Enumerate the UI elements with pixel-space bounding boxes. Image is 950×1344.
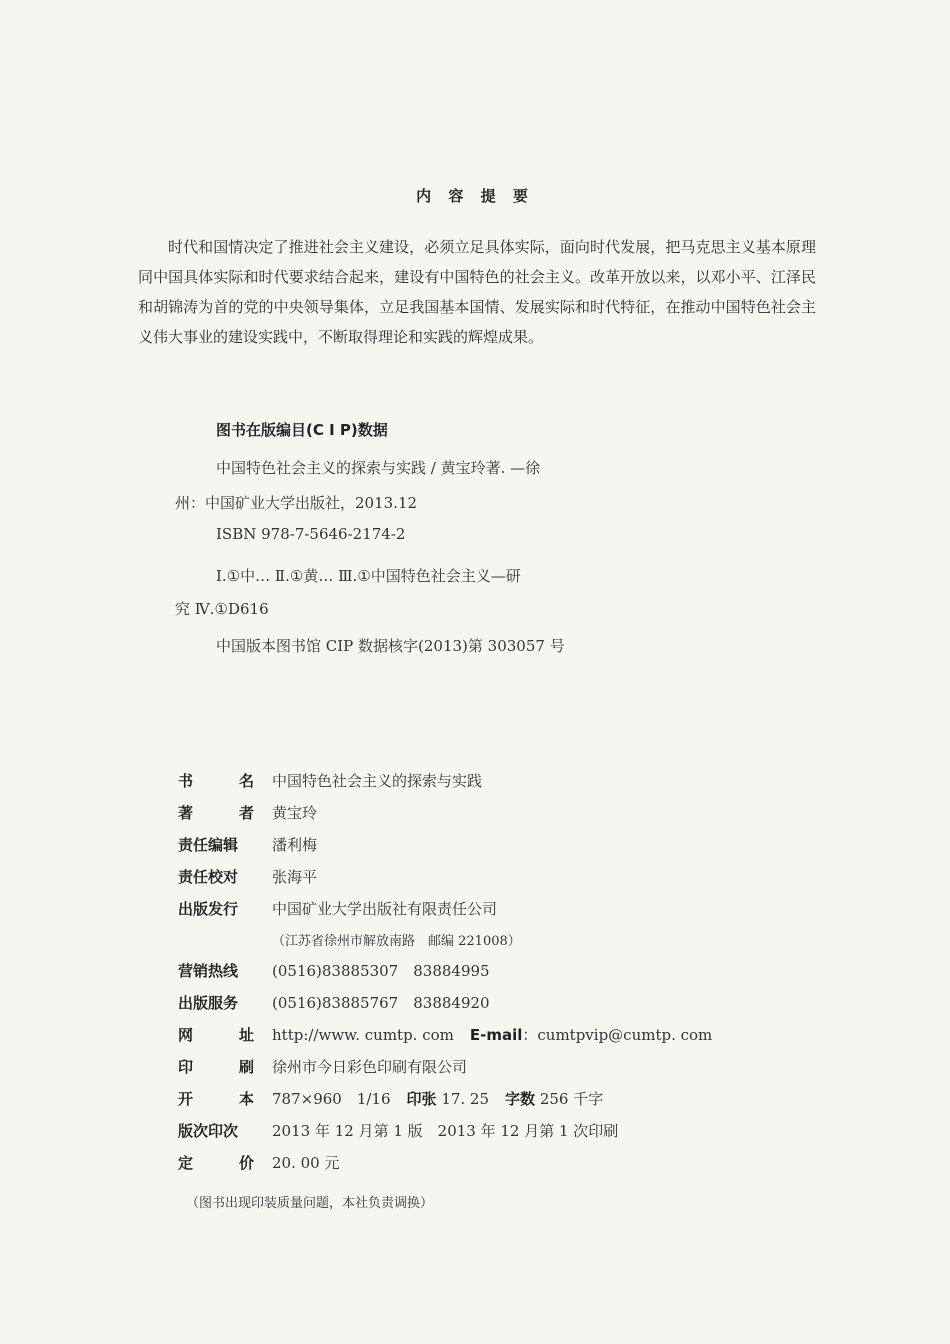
abstract-title: 内 容 提 要 (416, 187, 534, 205)
info-row-editor (178, 828, 712, 860)
info-label: 责任校对 (178, 867, 239, 886)
info-label: 营销热线 (178, 961, 239, 980)
printer-value: 徐州市今日彩色印刷有限公司 (272, 1057, 468, 1076)
info-row-edition (178, 1114, 712, 1146)
cip-classification: Ⅰ.①中… Ⅱ.①黄… Ⅲ.①中国特色社会主义—研 (216, 567, 521, 585)
info-row-author (178, 796, 712, 828)
info-row-publisher (178, 892, 712, 924)
footer-note: （图书出现印装质量问题，本社负责调换） (186, 1196, 434, 1211)
cip-line: 中国特色社会主义的探索与实践 / 黄宝玲著. —徐 (216, 459, 541, 477)
info-label: 网 址 (178, 1025, 254, 1044)
format-value (272, 1088, 603, 1109)
info-label: 开 本 (178, 1089, 254, 1108)
cip-record-number: 中国版本图书馆 CIP 数据核字(2013)第 303057 号 (216, 637, 565, 655)
sheets-value: 17. 25 (441, 1089, 490, 1108)
info-label: 出版服务 (178, 993, 239, 1012)
editor-value: 潘利梅 (272, 835, 318, 854)
info-label: 著 者 (178, 803, 254, 822)
info-row-publish-service (178, 986, 712, 1018)
info-row-website (178, 1018, 712, 1050)
website-url: http://www. cumtp. com (272, 1025, 454, 1044)
info-label: 出版发行 (178, 899, 239, 918)
edition-value: 2013 年 12 月第 1 版 2013 年 12 月第 1 次印刷 (272, 1121, 619, 1140)
website-value (272, 1024, 712, 1045)
abstract-text: 时代和国情决定了推进社会主义建设，必须立足具体实际，面向时代发展，把马克思主义基本原理同中国具体实际和时代要求结合起来，建设有中国特色的社会主义。改革开放以来，以邓小平、江泽民和胡锦涛为首的党的中央领导集体，立足我国基本国情、发展实际和时代特征，在推动中国特色社会主义伟大事业的建设实践中，不断取得理论和实践的辉煌成果。 (138, 238, 816, 346)
cip-heading: 图书在版编目(C I P)数据 (216, 421, 388, 439)
publisher-value: 中国矿业大学出版社有限责任公司 (272, 899, 498, 918)
publisher-address: （江苏省徐州市解放南路 邮编 221008） (272, 933, 521, 949)
info-row-format (178, 1082, 712, 1114)
format-size: 787×960 1/16 (272, 1089, 391, 1108)
words-label: 字数 (505, 1089, 536, 1108)
cip-classification: 究 Ⅳ.①D616 (175, 600, 269, 618)
price-value: 20. 00 元 (272, 1153, 340, 1172)
info-row-printer (178, 1050, 712, 1082)
info-row-book-title (178, 764, 712, 796)
publish-service-value: (0516)83885767 83884920 (272, 993, 490, 1012)
info-label: 定 价 (178, 1153, 254, 1172)
publication-info (178, 764, 712, 1178)
words-value: 256 千字 (539, 1089, 604, 1108)
info-label: 责任编辑 (178, 835, 239, 854)
cip-isbn: ISBN 978-7-5646-2174-2 (216, 525, 406, 543)
sheets-label: 印张 (406, 1089, 437, 1108)
author-value: 黄宝玲 (272, 803, 318, 822)
info-label: 印 刷 (178, 1057, 254, 1076)
info-label: 书 名 (178, 771, 254, 790)
info-label: 版次印次 (178, 1121, 239, 1140)
info-row-sales-hotline (178, 954, 712, 986)
email-value: ：cumtpvip@cumtp. com (522, 1025, 713, 1044)
sales-hotline-value: (0516)83885307 83884995 (272, 961, 490, 980)
proofreader-value: 张海平 (272, 867, 318, 886)
book-title-value: 中国特色社会主义的探索与实践 (272, 771, 483, 790)
email-label: E-mail (469, 1025, 523, 1044)
cip-line: 州：中国矿业大学出版社，2013.12 (175, 494, 418, 512)
info-row-price (178, 1146, 712, 1178)
info-row-proofreader (178, 860, 712, 892)
